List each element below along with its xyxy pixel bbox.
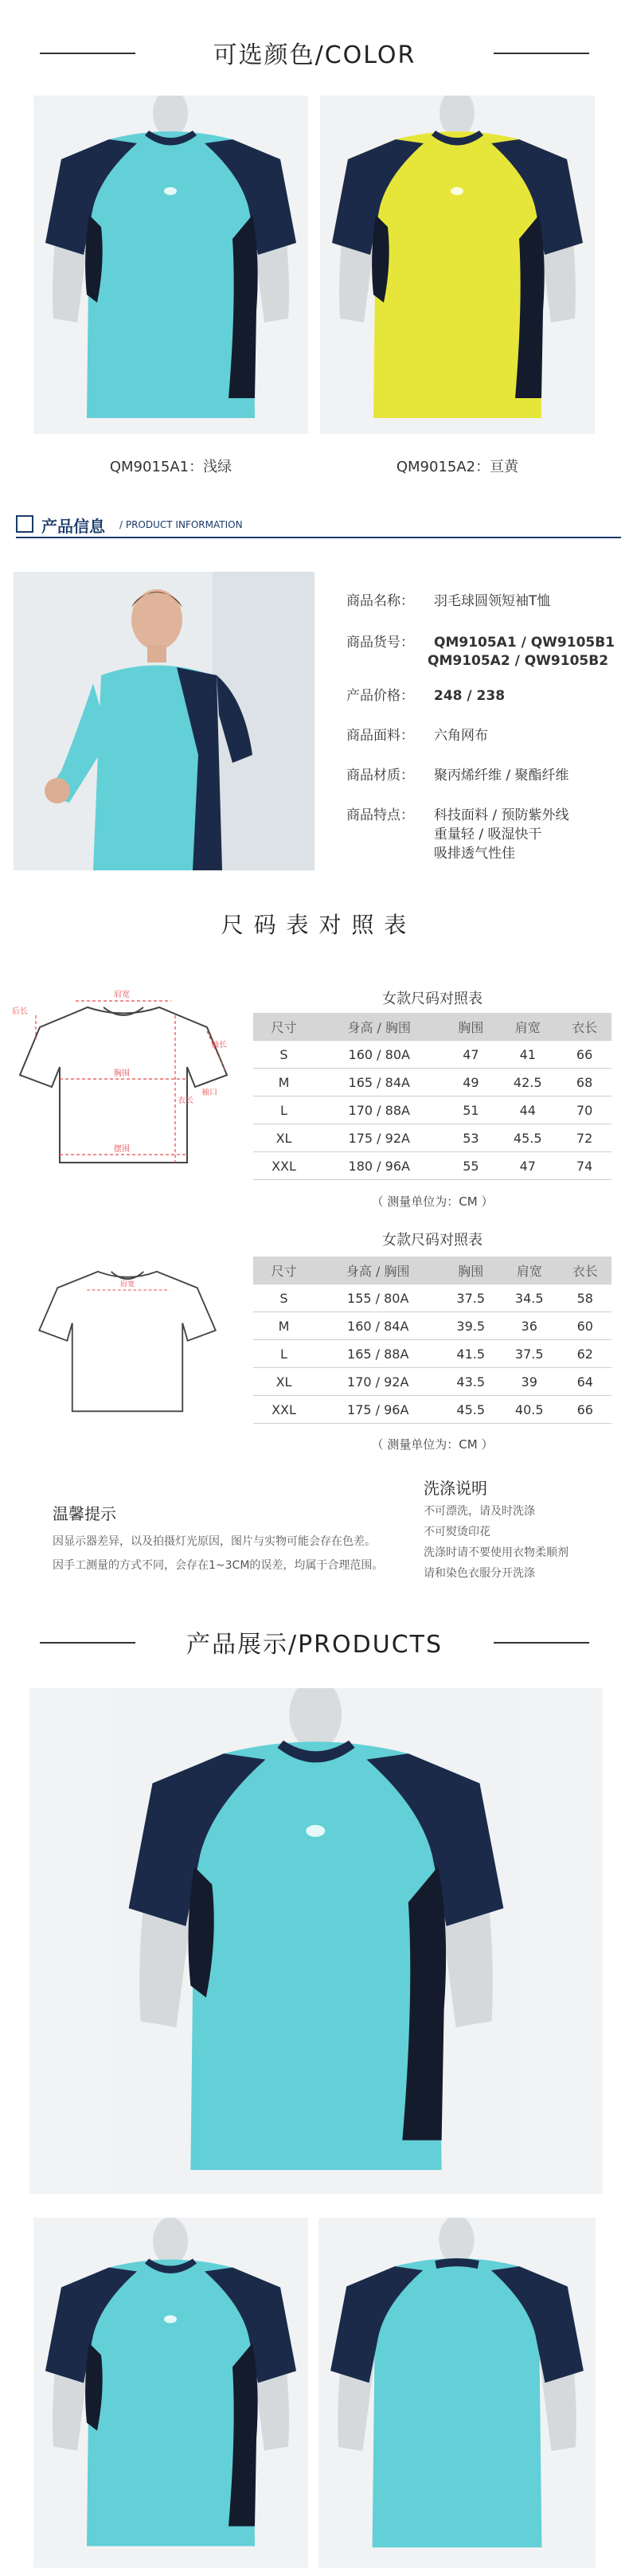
table-header: 衣长 <box>557 1013 611 1041</box>
table-cell: 72 <box>557 1124 611 1152</box>
table-cell: 36 <box>500 1312 559 1340</box>
table-cell: 41.5 <box>441 1340 500 1368</box>
table-header: 胸围 <box>441 1257 500 1284</box>
table-cell: 165 / 88A <box>314 1340 441 1368</box>
title-line-right <box>494 53 589 54</box>
shirt-photo-yellow <box>320 96 595 434</box>
table-cell: 170 / 88A <box>314 1096 444 1124</box>
table-cell: 51 <box>444 1096 498 1124</box>
table-cell: XXL <box>253 1396 314 1424</box>
table-row <box>253 1396 611 1424</box>
table-header: 身高 / 胸围 <box>314 1257 441 1284</box>
size-table1-title: 女款尺码对照表 <box>382 991 482 1007</box>
table-cell: L <box>253 1096 314 1124</box>
table-header: 身高 / 胸围 <box>314 1013 444 1041</box>
model-image <box>14 572 314 870</box>
table-row <box>253 1096 611 1124</box>
spec-fabric: 商品面料： 六角网布 <box>346 728 488 744</box>
spec-features-2: 重量轻 / 吸湿快干 <box>434 827 542 842</box>
table-cell: 45.5 <box>441 1396 500 1424</box>
table-header: 尺寸 <box>253 1257 314 1284</box>
model-photo <box>14 572 314 870</box>
table-cell: 170 / 92A <box>314 1368 441 1396</box>
table-header: 肩宽 <box>500 1257 559 1284</box>
diagram1-sleeve-label: 袖长 <box>211 1041 227 1050</box>
diagram1-cuff-label: 袖口 <box>201 1089 217 1097</box>
size-diagram-shirt <box>12 983 235 1182</box>
table-header: 衣长 <box>559 1257 612 1284</box>
spec-sku: 商品货号： QM9105A1 / QW9105B1 <box>346 635 615 651</box>
table-cell: 41 <box>498 1041 557 1069</box>
table-cell: 155 / 80A <box>314 1284 441 1312</box>
size-table-1 <box>253 1013 611 1180</box>
table-cell: 70 <box>557 1096 611 1124</box>
diagram2-shoulder-label: 肩宽 <box>119 1280 135 1289</box>
table-cell: 42.5 <box>498 1069 557 1096</box>
table-cell: S <box>253 1284 314 1312</box>
table-cell: 160 / 84A <box>314 1312 441 1340</box>
table-cell: XL <box>253 1124 314 1152</box>
spec-sku-2: QM9105A2 / QW9105B2 <box>428 653 609 669</box>
variant-caption-yellow: QM9015A2：亘黄 <box>396 459 519 475</box>
table-row <box>253 1152 611 1180</box>
products-section-title: 产品展示/PRODUCTS <box>186 1631 443 1659</box>
spec-name: 商品名称： 羽毛球圆领短袖T恤 <box>346 593 551 609</box>
table-header: 尺寸 <box>253 1013 314 1041</box>
table-row <box>253 1312 611 1340</box>
header-underline <box>16 537 621 538</box>
table-row <box>253 1340 611 1368</box>
table-cell: 160 / 80A <box>314 1041 444 1069</box>
table-cell: 47 <box>444 1041 498 1069</box>
spec-price: 产品价格： 248 / 238 <box>346 688 506 704</box>
product-info-header <box>16 514 621 537</box>
table-cell: 47 <box>498 1152 557 1180</box>
table-cell: 55 <box>444 1152 498 1180</box>
table-cell: 74 <box>557 1152 611 1180</box>
diagram1-shoulder-label: 肩宽 <box>114 991 130 999</box>
table-header: 胸围 <box>444 1013 498 1041</box>
table-header-row <box>253 1257 611 1284</box>
tips-title: 温馨提示 <box>53 1504 116 1523</box>
wash-line: 不可熨烫印花 <box>424 1526 490 1538</box>
size-table2-note: （ 测量单位为：CM ） <box>371 1437 494 1452</box>
table-row <box>253 1069 611 1096</box>
table-cell: 49 <box>444 1069 498 1096</box>
shirt-yellow-image <box>320 96 595 434</box>
tips-line: 因显示器差异，以及拍摄灯光原因，图片与实物可能会存在色差。 <box>53 1535 376 1548</box>
table-cell: S <box>253 1041 314 1069</box>
table-cell: 180 / 96A <box>314 1152 444 1180</box>
table-cell: 66 <box>557 1041 611 1069</box>
table-cell: 37.5 <box>441 1284 500 1312</box>
wash-title: 洗涤说明 <box>424 1479 487 1498</box>
table-cell: 62 <box>559 1340 612 1368</box>
variant-caption-aqua: QM9015A1：浅绿 <box>109 459 232 475</box>
diagram1-length-label: 衣长 <box>178 1096 193 1105</box>
product-photo-back <box>318 2218 596 2568</box>
table-cell: 175 / 92A <box>314 1124 444 1152</box>
table-row <box>253 1284 611 1312</box>
product-info-subtitle: / PRODUCT INFORMATION <box>119 519 243 530</box>
size-table2-title: 女款尺码对照表 <box>382 1232 482 1249</box>
table-row <box>253 1124 611 1152</box>
wash-line: 不可漂洗，请及时洗涤 <box>424 1505 535 1518</box>
header-square-icon <box>16 515 33 533</box>
wash-line: 洗涤时请不要使用衣物柔顺剂 <box>424 1546 568 1559</box>
table-cell: 60 <box>559 1312 612 1340</box>
spec-features: 商品特点： 科技面料 / 预防紫外线 <box>346 807 569 823</box>
size-section-title: 尺 码 表 对 照 表 <box>221 912 408 938</box>
table-header-row <box>253 1013 611 1041</box>
table-cell: 34.5 <box>500 1284 559 1312</box>
table-cell: 165 / 84A <box>314 1069 444 1096</box>
products-title-line-right <box>494 1642 589 1644</box>
table-cell: 66 <box>559 1396 612 1424</box>
product-back-image <box>318 2218 596 2568</box>
shirt-photo-aqua <box>33 96 308 434</box>
table-cell: M <box>253 1069 314 1096</box>
shirt-aqua-image <box>33 96 308 434</box>
diagram1-hem-label: 摆围 <box>114 1145 130 1154</box>
table-cell: 68 <box>557 1069 611 1096</box>
product-front-small-image <box>33 2218 308 2568</box>
table-row <box>253 1041 611 1069</box>
tips-line: 因手工测量的方式不同，会存在1~3CM的误差，均属于合理范围。 <box>53 1559 384 1572</box>
table-cell: 37.5 <box>500 1340 559 1368</box>
table-cell: L <box>253 1340 314 1368</box>
product-photo-front-small <box>33 2218 308 2568</box>
table-cell: 53 <box>444 1124 498 1152</box>
table-row <box>253 1368 611 1396</box>
spec-material: 商品材质： 聚丙烯纤维 / 聚酯纤维 <box>346 768 569 784</box>
table-cell: 39 <box>500 1368 559 1396</box>
diagram1-back-label: 后长 <box>12 1007 28 1016</box>
spec-features-3: 吸排透气性佳 <box>434 846 515 862</box>
size-table1-note: （ 测量单位为：CM ） <box>371 1194 494 1209</box>
table-cell: 40.5 <box>500 1396 559 1424</box>
table-header: 肩宽 <box>498 1013 557 1041</box>
product-info-title: 产品信息 <box>41 517 105 536</box>
wash-line: 请和染色衣服分开洗涤 <box>424 1567 535 1580</box>
product-front-image <box>29 1688 603 2194</box>
table-cell: 45.5 <box>498 1124 557 1152</box>
table-cell: 43.5 <box>441 1368 500 1396</box>
table-cell: 58 <box>559 1284 612 1312</box>
table-cell: XL <box>253 1368 314 1396</box>
table-cell: M <box>253 1312 314 1340</box>
table-cell: 44 <box>498 1096 557 1124</box>
table-cell: 64 <box>559 1368 612 1396</box>
size-diagram-shirt-2 <box>32 1246 223 1429</box>
color-section-title: 可选颜色/COLOR <box>213 41 416 69</box>
table-cell: 39.5 <box>441 1312 500 1340</box>
diagram1-chest-label: 胸围 <box>114 1069 130 1078</box>
size-table-2 <box>253 1257 611 1424</box>
table-cell: 175 / 96A <box>314 1396 441 1424</box>
product-photo-front-large <box>29 1688 603 2194</box>
table-cell: XXL <box>253 1152 314 1180</box>
